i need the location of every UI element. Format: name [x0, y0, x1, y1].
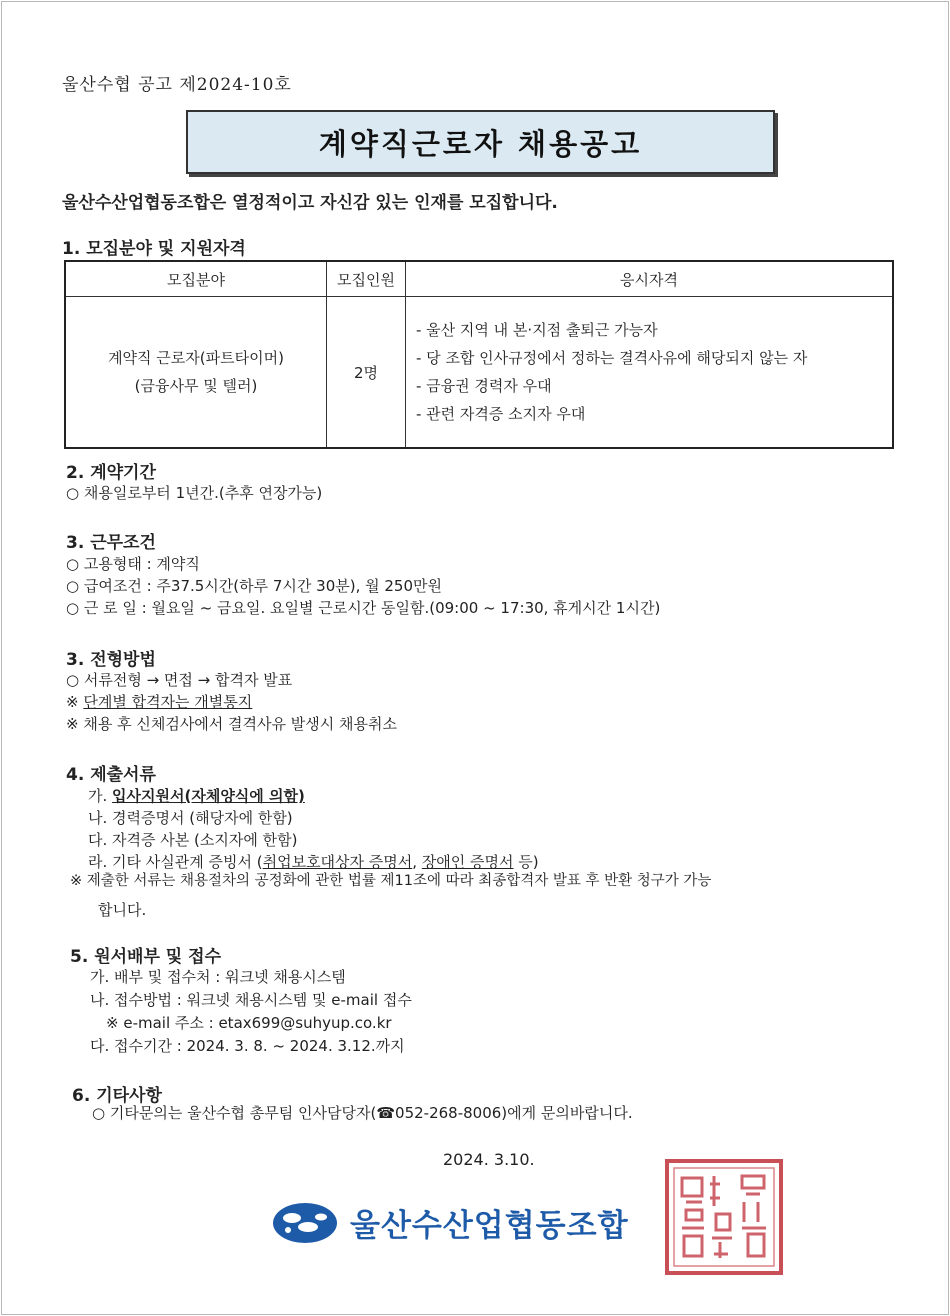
- selection-notice: [66, 691, 252, 712]
- organization-name: 울산수산업협동조합: [350, 1208, 629, 1244]
- document-item: [88, 785, 305, 806]
- inquiry-item: ○ 기타문의는 울산수협 총무팀 인사담당자(☎052-268-8006)에게 문의바랍니다.: [92, 1104, 633, 1122]
- document-note: ※ 제출한 서류는 채용절차의 공정화에 관한 법률 제11조에 따라 최종합격자 발표 후 반환 청구가 가능: [70, 873, 712, 889]
- qualification-item: - 당 조합 인사규정에서 정하는 결격사유에 해당되지 않는 자: [416, 349, 808, 367]
- work-condition-item: ○ 고용형태 : 계약직: [66, 555, 200, 573]
- section-5-heading: 5. 원서배부 및 접수: [70, 947, 221, 967]
- submission-item: 다. 접수기간 : 2024. 3. 8. ~ 2024. 3.12.까지: [90, 1037, 405, 1055]
- contract-period-item: ○ 채용일로부터 1년간.(추후 연장가능): [66, 484, 323, 502]
- selection-item: ※ 채용 후 신체검사에서 결격사유 발생시 채용취소: [66, 715, 397, 733]
- official-seal-icon: [664, 1158, 784, 1276]
- document-item: 나. 경력증명서 (해당자에 한함): [88, 809, 293, 827]
- application-form-text: 입사지원서(자체양식에 의함): [112, 787, 305, 805]
- count-cell: 2명: [327, 297, 406, 449]
- submission-item: 나. 접수방법 : 워크넷 채용시스템 및 e-mail 접수: [90, 991, 412, 1009]
- email-address-note: ※ e-mail 주소 : etax699@suhyup.co.kr: [106, 1014, 392, 1032]
- separator: ,: [412, 853, 422, 871]
- section-4-heading: 4. 제출서류: [66, 765, 156, 785]
- field-line-1: 계약직 근로자(파트타이머): [108, 349, 284, 367]
- table-row: [65, 297, 893, 449]
- section-selection-heading: 3. 전형방법: [66, 650, 156, 670]
- section-1-heading: 1. 모집분야 및 지원자격: [62, 239, 246, 259]
- item-prefix: 가.: [88, 787, 113, 805]
- page-title: 계약직근로자 채용공고: [318, 126, 643, 161]
- document-item: 다. 자격증 사본 (소지자에 한함): [88, 831, 298, 849]
- item-prefix: 라. 기타 사실관계 증빙서 (: [88, 853, 263, 871]
- qualification-item: - 금융권 경력자 우대: [416, 377, 552, 395]
- section-3-heading: 3. 근무조건: [66, 533, 156, 553]
- organization-logo: [272, 1200, 629, 1245]
- qualification-item: - 관련 자격증 소지자 우대: [416, 405, 586, 423]
- recruitment-table: [64, 260, 894, 449]
- note-mark: ※: [66, 693, 84, 711]
- qualification-item: - 울산 지역 내 본·지점 출퇴근 가능자: [416, 321, 658, 339]
- suhyup-logo-icon: [272, 1201, 338, 1245]
- section-2-heading: 2. 계약기간: [66, 463, 156, 483]
- item-suffix: 등): [513, 853, 539, 871]
- work-condition-item: ○ 급여조건 : 주37.5시간(하루 7시간 30분), 월 250만원: [66, 577, 443, 595]
- intro-text: 울산수산업협동조합은 열정적이고 자신감 있는 인재를 모집합니다.: [62, 193, 558, 213]
- title-box: [186, 110, 775, 174]
- table-header-field: 모집분야: [65, 261, 327, 297]
- selection-item: ○ 서류전형 → 면접 → 합격자 발표: [66, 671, 293, 689]
- qualification-cell: [406, 297, 894, 449]
- work-condition-item: ○ 근 로 일 : 월요일 ~ 금요일. 요일별 근로시간 동일함.(09:00 ~ 17:30, 휴게시간 1시간): [66, 599, 661, 617]
- section-6-heading: 6. 기타사항: [72, 1086, 162, 1106]
- notice-number: 울산수협 공고 제2024-10호: [62, 75, 292, 95]
- table-header-count: 모집인원: [327, 261, 406, 297]
- field-cell: [65, 297, 327, 449]
- protected-person-cert-text: 취업보호대상자 증명서: [262, 853, 413, 871]
- field-line-2: (금융사무 및 텔러): [134, 377, 258, 395]
- individual-notice-text: 단계별 합격자는 개별통지: [83, 693, 253, 711]
- table-header-qualification: 응시자격: [406, 261, 894, 297]
- document-note-cont: 합니다.: [98, 901, 147, 919]
- submission-item: 가. 배부 및 접수처 : 워크넷 채용시스템: [90, 968, 346, 986]
- notice-date: 2024. 3.10.: [443, 1150, 535, 1169]
- disability-cert-text: 장애인 증명서: [421, 853, 514, 871]
